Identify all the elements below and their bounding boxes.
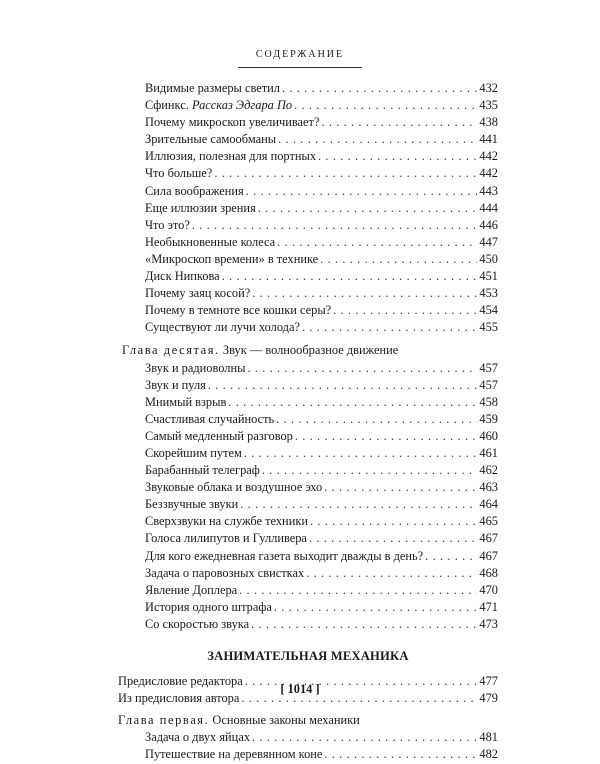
toc-entry xyxy=(118,302,498,319)
toc-entry xyxy=(118,234,498,251)
entry-title: Звуковые облака и воздушное эхо xyxy=(145,480,323,495)
toc-entry xyxy=(118,729,498,746)
entry-title: Из предисловия автора xyxy=(118,691,240,706)
leader-dots xyxy=(214,165,477,182)
leader-dots xyxy=(295,428,478,445)
entry-page: 441 xyxy=(479,132,498,147)
leader-dots xyxy=(246,183,478,200)
entry-page: 447 xyxy=(479,234,498,249)
toc-entry xyxy=(118,268,498,285)
toc-entry xyxy=(118,165,498,182)
leader-dots xyxy=(321,114,477,131)
section-title: ЗАНИМАТЕЛЬНАЯ МЕХАНИКА xyxy=(207,649,409,663)
page-number: [ 1014 ] xyxy=(280,682,320,696)
toc-entry xyxy=(118,131,498,148)
toc-entry xyxy=(118,319,498,336)
entry-page: 460 xyxy=(479,428,498,443)
entry-title: Задача о паровозных свистках xyxy=(145,565,305,580)
entry-title: Скорейшим путем xyxy=(145,445,242,460)
entry-title: Беззвучные звуки xyxy=(145,497,239,512)
toc-entry xyxy=(118,599,498,616)
toc-entry xyxy=(118,479,498,496)
chapter-title: Звук — волнообразное движение xyxy=(219,343,399,358)
entry-title: Счастливая случайность xyxy=(145,411,275,426)
entry-page: 467 xyxy=(479,531,498,546)
entry-title: Для кого ежедневная газета выходит дважды в день? xyxy=(145,548,424,563)
toc-entry xyxy=(118,377,498,394)
leader-dots xyxy=(278,131,477,148)
toc-entry xyxy=(118,616,498,633)
entry-page: 465 xyxy=(479,514,498,529)
toc-entry xyxy=(118,80,498,97)
entry-page: 464 xyxy=(479,497,498,512)
entry-page: 438 xyxy=(479,115,498,130)
leader-dots xyxy=(208,377,478,394)
entry-page: 451 xyxy=(479,269,498,284)
toc-entry xyxy=(118,445,498,462)
chapter-heading xyxy=(118,342,498,359)
entry-title: Существуют ли лучи холода? xyxy=(145,320,300,335)
leader-dots xyxy=(310,513,477,530)
leader-dots xyxy=(240,496,477,513)
entry-page: 453 xyxy=(479,286,498,301)
leader-dots xyxy=(262,462,478,479)
entry-title: Необыкновенные колеса xyxy=(145,234,276,249)
leader-dots xyxy=(324,479,477,496)
entry-title: Явление Доплера xyxy=(145,582,238,597)
leader-dots xyxy=(320,251,477,268)
leader-dots xyxy=(324,746,477,763)
toc-entry xyxy=(118,251,498,268)
leader-dots xyxy=(274,599,478,616)
leader-dots xyxy=(228,394,477,411)
leader-dots xyxy=(277,234,477,251)
leader-dots xyxy=(309,530,477,547)
entry-title: Диск Нипкова xyxy=(145,269,220,284)
leader-dots xyxy=(306,565,477,582)
entry-page: 455 xyxy=(479,320,498,335)
toc-entry xyxy=(118,183,498,200)
entry-page: 481 xyxy=(479,730,498,745)
toc-entry xyxy=(118,411,498,428)
entry-title: Видимые размеры светил xyxy=(145,81,280,95)
entry-title: Мнимый взрыв xyxy=(145,394,227,409)
running-head: СОДЕРЖАНИЕ xyxy=(255,49,345,60)
entry-page: 482 xyxy=(479,747,498,762)
leader-dots xyxy=(251,616,477,633)
leader-dots xyxy=(318,148,477,165)
leader-dots xyxy=(276,411,477,428)
chapter-title: Основные законы механики xyxy=(209,713,360,728)
entry-page: 446 xyxy=(479,217,498,232)
entry-title: «Микроскоп времени» в технике xyxy=(145,251,319,266)
entry-page: 473 xyxy=(479,616,498,631)
entry-page: 479 xyxy=(479,691,498,706)
entry-page: 443 xyxy=(479,183,498,198)
entry-title: Звук и радиоволны xyxy=(145,360,246,375)
entry-title: Почему в темноте все кошки серы? xyxy=(145,303,332,318)
entry-page: 477 xyxy=(479,674,498,689)
entry-page: 432 xyxy=(479,81,498,95)
toc-entry xyxy=(118,462,498,479)
entry-page: 442 xyxy=(479,149,498,164)
toc-entry xyxy=(118,428,498,445)
toc-entry xyxy=(118,114,498,131)
entry-page: 450 xyxy=(479,251,498,266)
toc-entry xyxy=(118,582,498,599)
entry-title: Звук и пуля xyxy=(145,377,206,392)
entry-page: 461 xyxy=(479,445,498,460)
leader-dots xyxy=(302,319,477,336)
entry-title: Голоса лилипутов и Гулливера xyxy=(145,531,307,546)
toc-entry xyxy=(118,746,498,763)
entry-page: 458 xyxy=(479,394,498,409)
leader-dots xyxy=(252,285,477,302)
leader-dots xyxy=(282,80,477,97)
toc-entry xyxy=(118,97,498,114)
leader-dots xyxy=(222,268,478,285)
entry-page: 435 xyxy=(479,98,498,113)
entry-page: 471 xyxy=(479,599,498,614)
entry-page: 467 xyxy=(479,548,498,563)
entry-page: 468 xyxy=(479,565,498,580)
entry-page: 470 xyxy=(479,582,498,597)
table-of-contents xyxy=(118,80,498,764)
toc-entry xyxy=(118,513,498,530)
entry-page: 462 xyxy=(479,463,498,478)
toc-entry xyxy=(118,148,498,165)
leader-dots xyxy=(244,445,478,462)
entry-title: Задача о двух яйцах xyxy=(145,730,251,745)
entry-title: Что больше? xyxy=(145,166,213,181)
toc-entry xyxy=(118,285,498,302)
entry-page: 444 xyxy=(479,200,498,215)
toc-entry xyxy=(118,530,498,547)
toc-entry xyxy=(118,217,498,234)
leader-dots xyxy=(192,217,478,234)
entry-title: Еще иллюзии зрения xyxy=(145,200,256,215)
header-rule xyxy=(238,67,362,68)
entry-title: Предисловие редактора xyxy=(118,674,243,689)
toc-entry xyxy=(118,548,498,565)
entry-title-italic: Рассказ Эдгара По xyxy=(191,98,293,113)
toc-entry xyxy=(118,360,498,377)
toc-entry xyxy=(118,200,498,217)
entry-title: Иллюзия, полезная для портных xyxy=(145,149,317,164)
chapter-prefix: Глава десятая. xyxy=(122,343,220,358)
toc-entry xyxy=(118,496,498,513)
entry-page: 457 xyxy=(479,360,498,375)
leader-dots xyxy=(425,548,477,565)
entry-title: Почему заяц косой? xyxy=(145,286,251,301)
entry-title: Барабанный телеграф xyxy=(145,463,260,478)
leader-dots xyxy=(252,729,477,746)
entry-title: История одного штрафа xyxy=(145,599,272,614)
entry-page: 463 xyxy=(479,480,498,495)
entry-page: 459 xyxy=(479,411,498,426)
chapter-heading xyxy=(118,712,498,729)
entry-title: Самый медленный разговор xyxy=(145,428,293,443)
toc-entry xyxy=(118,565,498,582)
leader-dots xyxy=(239,582,477,599)
leader-dots xyxy=(247,360,477,377)
leader-dots xyxy=(333,302,477,319)
entry-page: 457 xyxy=(479,377,498,392)
entry-title: Зрительные самообманы xyxy=(145,132,277,147)
chapter-prefix: Глава первая. xyxy=(118,713,210,728)
entry-page: 454 xyxy=(479,303,498,318)
entry-title: Почему микроскоп увеличивает? xyxy=(145,115,320,130)
entry-page: 442 xyxy=(479,166,498,181)
leader-dots xyxy=(258,200,478,217)
entry-title: Сверхзвуки на службе техники xyxy=(145,514,308,529)
entry-title: Со скоростью звука xyxy=(145,616,250,631)
entry-title: Путешествие на деревянном коне xyxy=(145,747,323,762)
entry-title: Сфинкс. Рассказ Эдгара По xyxy=(145,98,293,113)
entry-title: Сила воображения xyxy=(145,183,244,198)
entry-title: Что это? xyxy=(145,217,190,232)
toc-entry xyxy=(118,394,498,411)
leader-dots xyxy=(294,97,477,114)
